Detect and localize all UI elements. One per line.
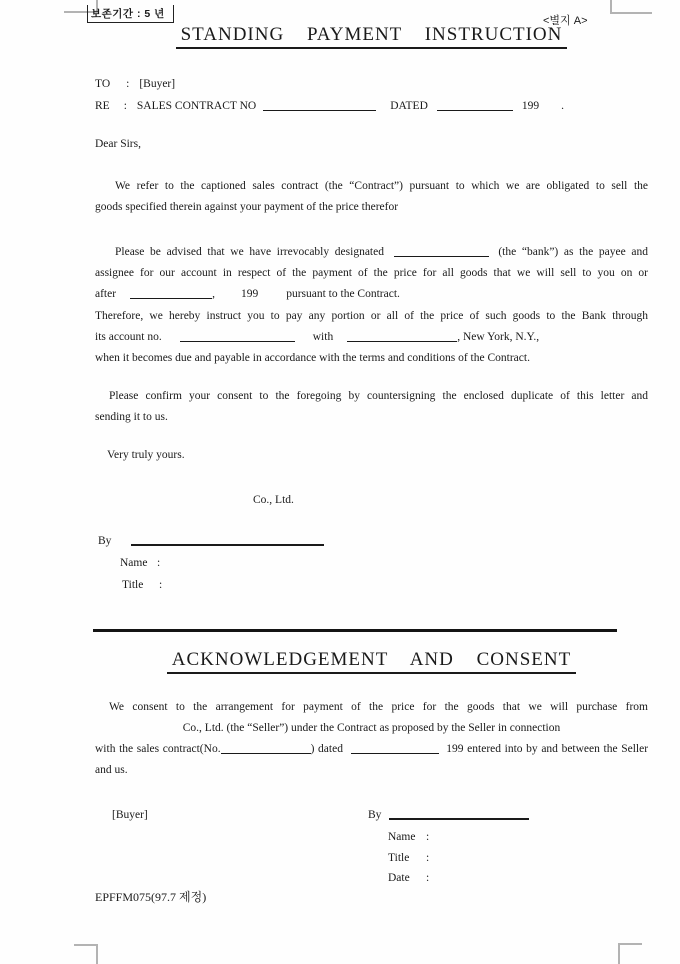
- consent-line1: We consent to the arrangement for payment of the price for the goods that we will purchase from: [109, 701, 648, 713]
- after-label: after: [95, 288, 117, 300]
- name-label: Name: [120, 557, 148, 569]
- corner-mark-top-right: [610, 0, 652, 14]
- buyer-by-label: By: [368, 809, 382, 821]
- para2-line4: Therefore, we hereby instruct you to pay any portion or all of the price of such goods to the Bank through: [95, 310, 648, 322]
- para2-line2: assignee for our account in respect of the payment of the price for all goods that we will sell to you on or: [95, 267, 648, 279]
- name-colon: :: [157, 557, 161, 569]
- buyer-title-line: [95, 850, 680, 867]
- para1-line2: goods specified therein against your payment of the price therefor: [95, 201, 399, 213]
- seller-signature-blank: [131, 533, 324, 546]
- para2-line1: [95, 244, 648, 261]
- para2-line1-text-b: (the “bank”) as the payee and: [498, 246, 648, 258]
- re-dated-label: DATED: [390, 100, 428, 112]
- para2-line1-text-a: Please be advised that we have irrevocably designated: [115, 246, 384, 258]
- buyer-title-label: Title: [388, 852, 410, 864]
- para2-line6: when it becomes due and payable in accordance with the terms and conditions of the Contract.: [95, 352, 530, 364]
- re-colon: :: [123, 100, 127, 112]
- year-199-2: 199: [446, 743, 464, 755]
- buyer-name-colon: :: [426, 831, 430, 843]
- contract-no-blank-2: [221, 742, 311, 754]
- form-code: EPFFM075(97.7 제정): [95, 890, 207, 904]
- dated-blank: [437, 99, 513, 111]
- re-label: RE: [95, 100, 110, 112]
- sales-contract-no-label: with the sales contract(No.: [95, 743, 221, 755]
- dated-label-2: ) dated: [310, 743, 343, 755]
- section-divider: [93, 629, 617, 632]
- to-label: TO: [95, 78, 111, 90]
- title-colon: :: [159, 579, 163, 591]
- re-contract-no-label: SALES CONTRACT NO: [136, 100, 257, 112]
- re-period: .: [561, 100, 565, 112]
- para3-line1: Please confirm your consent to the foregoing by countersigning the enclosed duplicate of this letter and: [109, 390, 648, 402]
- pursuant-text: pursuant to the Contract.: [286, 288, 400, 300]
- consent-line3: [95, 741, 648, 758]
- buyer-date-colon: :: [426, 872, 430, 884]
- buyer-date-line: [95, 870, 680, 887]
- buyer-signature-blank: [389, 807, 529, 820]
- to-value: [Buyer]: [139, 78, 176, 90]
- by-label: By: [98, 535, 112, 547]
- retention-period-label: 보존기간 : 5 년: [87, 5, 174, 23]
- para2-line3: [95, 286, 648, 303]
- bank-with-blank: [347, 330, 457, 342]
- dated-blank-2: [351, 742, 439, 754]
- para1-line1: We refer to the captioned sales contract (the “Contract”) pursuant to which we are obligated to sell the: [115, 180, 648, 192]
- year-199: 199: [240, 288, 259, 300]
- re-line: [95, 98, 648, 115]
- account-no-label: its account no.: [95, 331, 162, 343]
- buyer-by-group: [368, 807, 529, 824]
- company-line: Co., Ltd.: [253, 494, 294, 506]
- buyer-value: [Buyer]: [112, 809, 148, 821]
- buyer-name-line: [95, 829, 680, 846]
- after-date-blank: [130, 287, 212, 299]
- salutation: Dear Sirs,: [95, 138, 141, 150]
- account-no-blank: [180, 330, 295, 342]
- corner-mark-bottom-left: [74, 944, 98, 964]
- comma: ,: [212, 288, 215, 300]
- seller-title-line: [95, 577, 675, 594]
- entered-into-text: entered into by and between the Seller: [467, 743, 649, 755]
- corner-mark-bottom-right: [618, 943, 642, 964]
- doc2-title-text: ACKNOWLEDGEMENT AND CONSENT: [167, 649, 576, 674]
- closing-line: Very truly yours.: [107, 449, 185, 461]
- to-colon: :: [126, 78, 130, 90]
- re-year: 199: [521, 100, 540, 112]
- annex-label: <별지 A>: [543, 15, 588, 27]
- buyer-by-line: [95, 807, 648, 824]
- contract-no-blank: [263, 99, 376, 111]
- bank-name-blank: [394, 245, 489, 257]
- doc1-title: [95, 26, 648, 43]
- to-line: [95, 76, 648, 93]
- consent-line2: Co., Ltd. (the “Seller”) under the Contract as proposed by the Seller in connection: [182, 722, 561, 734]
- seller-name-line: [95, 555, 673, 572]
- consent-line4: and us.: [95, 764, 128, 776]
- doc1-title-text: STANDING PAYMENT INSTRUCTION: [176, 24, 568, 49]
- doc2-title: [95, 651, 648, 668]
- para3-line2: sending it to us.: [95, 411, 168, 423]
- buyer-title-colon: :: [426, 852, 430, 864]
- new-york-text: , New York, N.Y.,: [457, 331, 540, 343]
- seller-by-line: [95, 533, 648, 550]
- title-label: Title: [122, 579, 144, 591]
- with-label: with: [312, 331, 334, 343]
- buyer-date-label: Date: [388, 872, 410, 884]
- para2-line5: [95, 329, 648, 346]
- buyer-name-label: Name: [388, 831, 416, 843]
